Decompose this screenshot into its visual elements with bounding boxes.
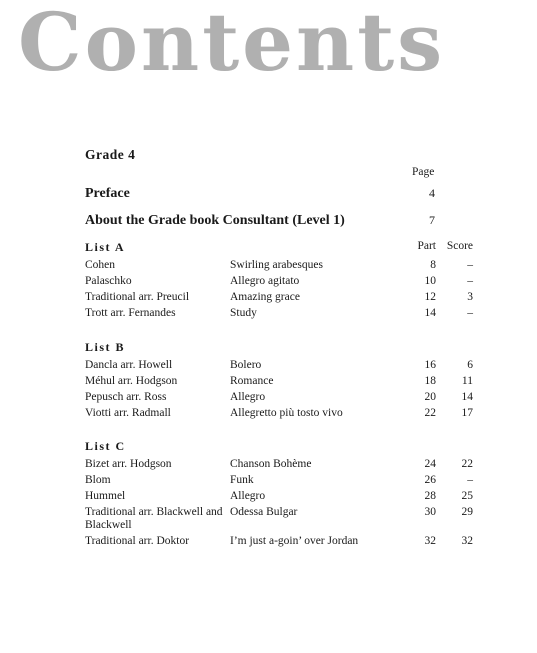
part-page: 22 [424,406,436,419]
list-b-header [85,340,473,357]
list-a-section [85,240,473,321]
piece-title: Bolero [230,358,262,371]
toc-entry[interactable] [85,456,473,472]
composer: Blom [85,473,111,486]
piece-title: Amazing grace [230,290,300,303]
composer: Traditional arr. Blackwell and Blackwell [85,505,223,531]
part-page: 26 [424,473,436,486]
toc-entry[interactable] [85,533,473,549]
composer: Trott arr. Fernandes [85,306,176,319]
toc-entry-consultant[interactable] [85,213,435,229]
page-title: Contents [18,0,446,89]
part-page: 30 [424,505,436,518]
list-c-title: List C [85,439,126,453]
score-page: 25 [461,489,473,502]
composer: Palaschko [85,274,132,287]
part-page: 20 [424,390,436,403]
piece-title: Odessa Bulgar [230,505,298,518]
score-page: 11 [461,374,473,387]
composer: Traditional arr. Preucil [85,290,190,303]
score-page: – [467,473,473,486]
score-page: 22 [461,457,473,470]
list-c-header [85,439,473,456]
list-b-title: List B [85,340,126,354]
toc-entry[interactable] [85,273,473,289]
composer: Cohen [85,258,116,271]
composer: Méhul arr. Hodgson [85,374,178,387]
preface-page: 4 [429,186,435,200]
piece-title: Funk [230,473,254,486]
toc-entry[interactable] [85,357,473,373]
part-page: 14 [424,306,436,319]
preface-label: Preface [85,186,130,201]
toc-entry[interactable] [85,373,473,389]
toc-entry[interactable] [85,257,473,273]
toc-entry[interactable] [85,405,473,421]
composer: Traditional arr. Doktor [85,534,190,547]
list-a-header [85,240,473,257]
toc-entry[interactable] [85,389,473,405]
part-page: 12 [424,290,436,303]
piece-title: Allegro [230,390,266,403]
list-a-title: List A [85,240,126,254]
score-page: – [467,258,473,271]
score-page: 32 [461,534,473,547]
piece-title: Study [230,306,257,319]
part-page: 8 [430,258,436,271]
part-page: 32 [424,534,436,547]
score-page: 3 [467,290,473,303]
piece-title: I’m just a-goin’ over Jordan [230,534,359,547]
composer: Pepusch arr. Ross [85,390,167,403]
piece-title: Allegro [230,489,266,502]
list-b-section [85,340,473,421]
piece-title: Romance [230,374,274,387]
composer: Viotti arr. Radmall [85,406,171,419]
toc-entry[interactable] [85,504,473,533]
part-page: 10 [424,274,436,287]
consultant-label: About the Grade book Consultant (Level 1) [85,213,345,228]
score-page: 29 [461,505,473,518]
score-page: – [467,306,473,319]
composer: Hummel [85,489,126,502]
part-page: 28 [424,489,436,502]
score-page: 14 [461,390,473,403]
piece-title: Chanson Bohème [230,457,312,470]
toc-entry[interactable] [85,289,473,305]
grade-heading: Grade 4 [85,147,136,162]
toc-entry[interactable] [85,488,473,504]
score-page: 17 [461,406,473,419]
composer: Dancla arr. Howell [85,358,173,371]
page-column-header: Page [412,166,435,178]
score-page: – [467,274,473,287]
piece-title: Allegro agitato [230,274,300,287]
toc-entry-preface[interactable] [85,186,435,202]
part-page: 16 [424,358,436,371]
part-column-header: Part [417,240,436,252]
piece-title: Swirling arabesques [230,258,323,271]
toc-entry[interactable] [85,472,473,488]
composer: Bizet arr. Hodgson [85,457,172,470]
toc-entry[interactable] [85,305,473,321]
piece-title: Allegretto più tosto vivo [230,406,343,419]
consultant-page: 7 [429,213,435,227]
list-c-section [85,439,473,549]
score-column-header: Score [446,240,473,252]
score-page: 6 [467,358,473,371]
part-page: 24 [424,457,436,470]
part-page: 18 [424,374,436,387]
